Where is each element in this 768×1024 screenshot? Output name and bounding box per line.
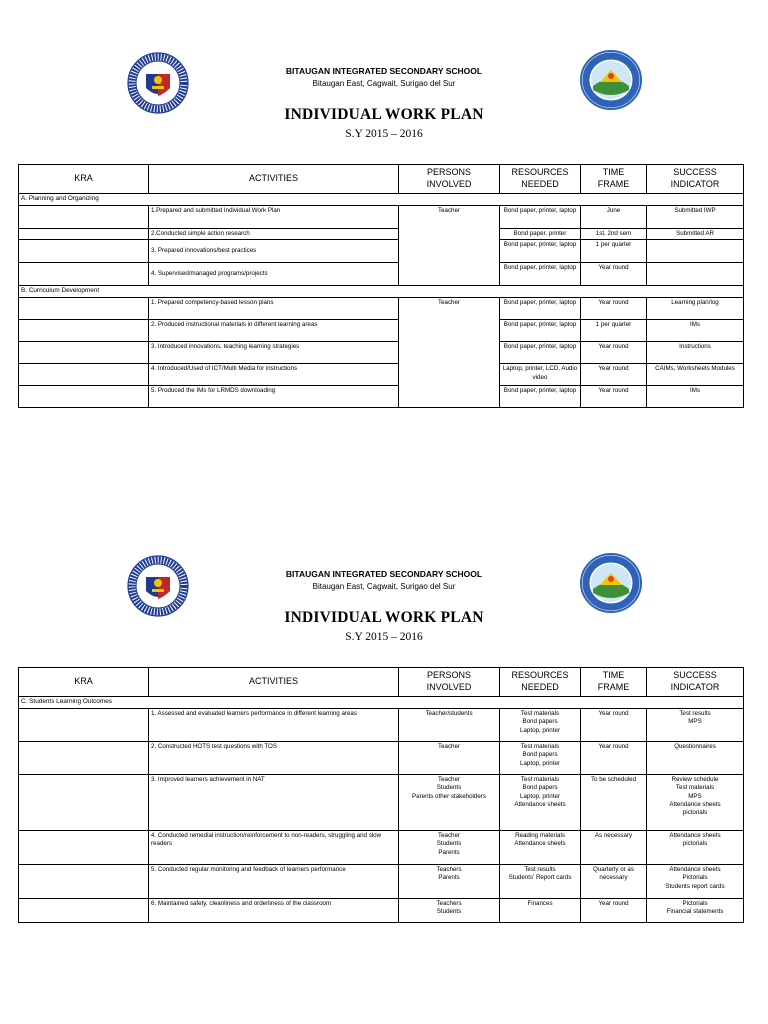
kra-cell [19, 298, 149, 320]
kra-cell [19, 742, 149, 775]
section-row [19, 194, 744, 206]
table-row [19, 206, 744, 229]
section-row [19, 286, 744, 298]
kra-cell [19, 775, 149, 831]
kra-cell [19, 865, 149, 899]
work-plan-table-1 [18, 164, 744, 408]
indicator-cell: IMs [647, 386, 744, 408]
school-name: BITAUGAN INTEGRATED SECONDARY SCHOOL [285, 66, 483, 76]
indicator-cell [647, 240, 744, 263]
time-cell: Year round [581, 298, 647, 320]
time-cell: Year round [581, 386, 647, 408]
table-row [19, 263, 744, 286]
indicator-cell: Attendance sheets Pictorials Students report cards [647, 865, 744, 899]
table-row [19, 831, 744, 865]
kra-cell [19, 364, 149, 386]
activity-cell: 1. Prepared competency-based lesson plans [149, 298, 399, 320]
resources-cell: Test materials Bond papers Laptop, printer [500, 709, 581, 742]
table-row [19, 364, 744, 386]
activity-cell: 4. Conducted remedial instruction/reinforcement to non-readers, struggling and slow readers [149, 831, 399, 865]
page-1 [0, 0, 768, 503]
indicator-cell: Submitted IWP [647, 206, 744, 229]
kra-cell [19, 206, 149, 229]
activity-cell: 1.Prepared and submitted Individual Work Plan [149, 206, 399, 229]
section-title: B. Curriculum Development [19, 286, 744, 298]
header-success-indicator: SUCCESS INDICATOR [647, 668, 744, 697]
activity-cell: 2.Conducted simple action research [149, 229, 399, 240]
school-year: S.Y 2015 – 2016 [345, 128, 423, 140]
resources-cell: Bond paper, printer, laptop [500, 240, 581, 263]
time-cell: Year round [581, 342, 647, 364]
activity-cell: 2. Constructed HOTS test questions with TOS [149, 742, 399, 775]
indicator-cell: IMs [647, 320, 744, 342]
activity-cell: 6. Maintained safety, cleanliness and orderliness of the classroom [149, 899, 399, 923]
persons-cell: Teachers Parents [399, 865, 500, 899]
indicator-cell: Instructions [647, 342, 744, 364]
activity-cell: 3. Introduced innovations, teaching learning strategies [149, 342, 399, 364]
resources-cell: Test materials Bond papers Laptop, printer [500, 742, 581, 775]
school-address: Bitaugan East, Cagwait, Surigao del Sur [312, 582, 456, 591]
persons-cell: Teacher Students Parents [399, 831, 500, 865]
kra-cell [19, 831, 149, 865]
section-title: C. Students Learning Outcomes [19, 697, 744, 709]
kra-cell [19, 386, 149, 408]
header-success-indicator: SUCCESS INDICATOR [647, 165, 744, 194]
section-row [19, 697, 744, 709]
header-kra: KRA [19, 668, 149, 697]
persons-cell: Teacher Students Parents other stakeholders [399, 775, 500, 831]
resources-cell: Finances [500, 899, 581, 923]
school-address: Bitaugan East, Cagwait, Surigao del Sur [312, 79, 456, 88]
table-row [19, 342, 744, 364]
activity-cell: 5. Conducted regular monitoring and feedback of learners performance [149, 865, 399, 899]
persons-cell: Teacher [399, 206, 500, 286]
kra-cell [19, 320, 149, 342]
indicator-cell: Test results MPS [647, 709, 744, 742]
resources-cell: Bond paper, printer, laptop [500, 320, 581, 342]
indicator-cell: Review schedule Test materials MPS Attendance sheets pictorials [647, 775, 744, 831]
header-activities: ACTIVITIES [149, 165, 399, 194]
time-cell: Year round [581, 899, 647, 923]
indicator-cell: Pictorials Financial statements [647, 899, 744, 923]
table-row [19, 865, 744, 899]
persons-cell: Teacher [399, 742, 500, 775]
persons-cell: Teacher/students [399, 709, 500, 742]
school-name: BITAUGAN INTEGRATED SECONDARY SCHOOL [285, 569, 483, 579]
header-activities: ACTIVITIES [149, 668, 399, 697]
table-header-row [19, 165, 744, 194]
table-row [19, 386, 744, 408]
resources-cell: Laptop, printer, LCD, Audio video [500, 364, 581, 386]
persons-cell: Teachers Students [399, 899, 500, 923]
school-year: S.Y 2015 – 2016 [345, 631, 423, 643]
kra-cell [19, 240, 149, 263]
header-resources: RESOURCES NEEDED [500, 165, 581, 194]
activity-cell: 4. Supervised/managed programs/projects [149, 263, 399, 286]
activity-cell: 4. Introduced/Used of ICT/Multi Media for instructions [149, 364, 399, 386]
table-row [19, 899, 744, 923]
kra-cell [19, 263, 149, 286]
time-cell: Year round [581, 364, 647, 386]
table-row [19, 709, 744, 742]
resources-cell: Bond paper, printer, laptop [500, 298, 581, 320]
indicator-cell: Attendance sheets pictorials [647, 831, 744, 865]
time-cell: As necessary [581, 831, 647, 865]
indicator-cell: CAIMs, Worksheets Modules [647, 364, 744, 386]
header-persons: PERSONS INVOLVED [399, 668, 500, 697]
resources-cell: Bond paper, printer, laptop [500, 386, 581, 408]
document-title: INDIVIDUAL WORK PLAN [284, 609, 484, 626]
table-row [19, 320, 744, 342]
activity-cell: 2. Produced instructional materials in different learning areas [149, 320, 399, 342]
table-row [19, 742, 744, 775]
page-2 [0, 503, 768, 1024]
indicator-cell: Submitted AR [647, 229, 744, 240]
activity-cell: 3. Improved learners achievement in NAT [149, 775, 399, 831]
kra-cell [19, 709, 149, 742]
time-cell: 1 per quarter [581, 240, 647, 263]
resources-cell: Bond paper, printer, laptop [500, 206, 581, 229]
resources-cell: Test results Students' Report cards [500, 865, 581, 899]
table-row [19, 229, 744, 240]
time-cell: Year round [581, 742, 647, 775]
section-title: A. Planning and Organizing [19, 194, 744, 206]
time-cell: 1st, 2nd sem [581, 229, 647, 240]
resources-cell: Bond paper, printer, laptop [500, 263, 581, 286]
time-cell: June [581, 206, 647, 229]
time-cell: Year round [581, 709, 647, 742]
resources-cell: Bond paper, printer [500, 229, 581, 240]
kra-cell [19, 342, 149, 364]
header-kra: KRA [19, 165, 149, 194]
kra-cell [19, 899, 149, 923]
time-cell: 1 per quarter [581, 320, 647, 342]
table-row [19, 298, 744, 320]
time-cell: Year round [581, 263, 647, 286]
persons-cell: Teacher [399, 298, 500, 408]
activity-cell: 5. Produced the IMs for LRMDS downloading [149, 386, 399, 408]
resources-cell: Bond paper, printer, laptop [500, 342, 581, 364]
resources-cell: Reading materials Attendance sheets [500, 831, 581, 865]
header-resources: RESOURCES NEEDED [500, 668, 581, 697]
table-row [19, 240, 744, 263]
indicator-cell: Questionnaires [647, 742, 744, 775]
header-time-frame: TIME FRAME [581, 668, 647, 697]
header-persons: PERSONS INVOLVED [399, 165, 500, 194]
kra-cell [19, 229, 149, 240]
table-header-row [19, 668, 744, 697]
document-title: INDIVIDUAL WORK PLAN [284, 106, 484, 123]
activity-cell: 3. Prepared innovations/best practices [149, 240, 399, 263]
activity-cell: 1. Assessed and evaluated learners performance in different learning areas [149, 709, 399, 742]
time-cell: To be scheduled [581, 775, 647, 831]
time-cell: Quarterly or as necessary [581, 865, 647, 899]
indicator-cell: Learning plan/log [647, 298, 744, 320]
indicator-cell [647, 263, 744, 286]
header-time-frame: TIME FRAME [581, 165, 647, 194]
work-plan-table-2 [18, 667, 744, 923]
table-row [19, 775, 744, 831]
resources-cell: Test materials Bond papers Laptop, printer Attendance sheets [500, 775, 581, 831]
